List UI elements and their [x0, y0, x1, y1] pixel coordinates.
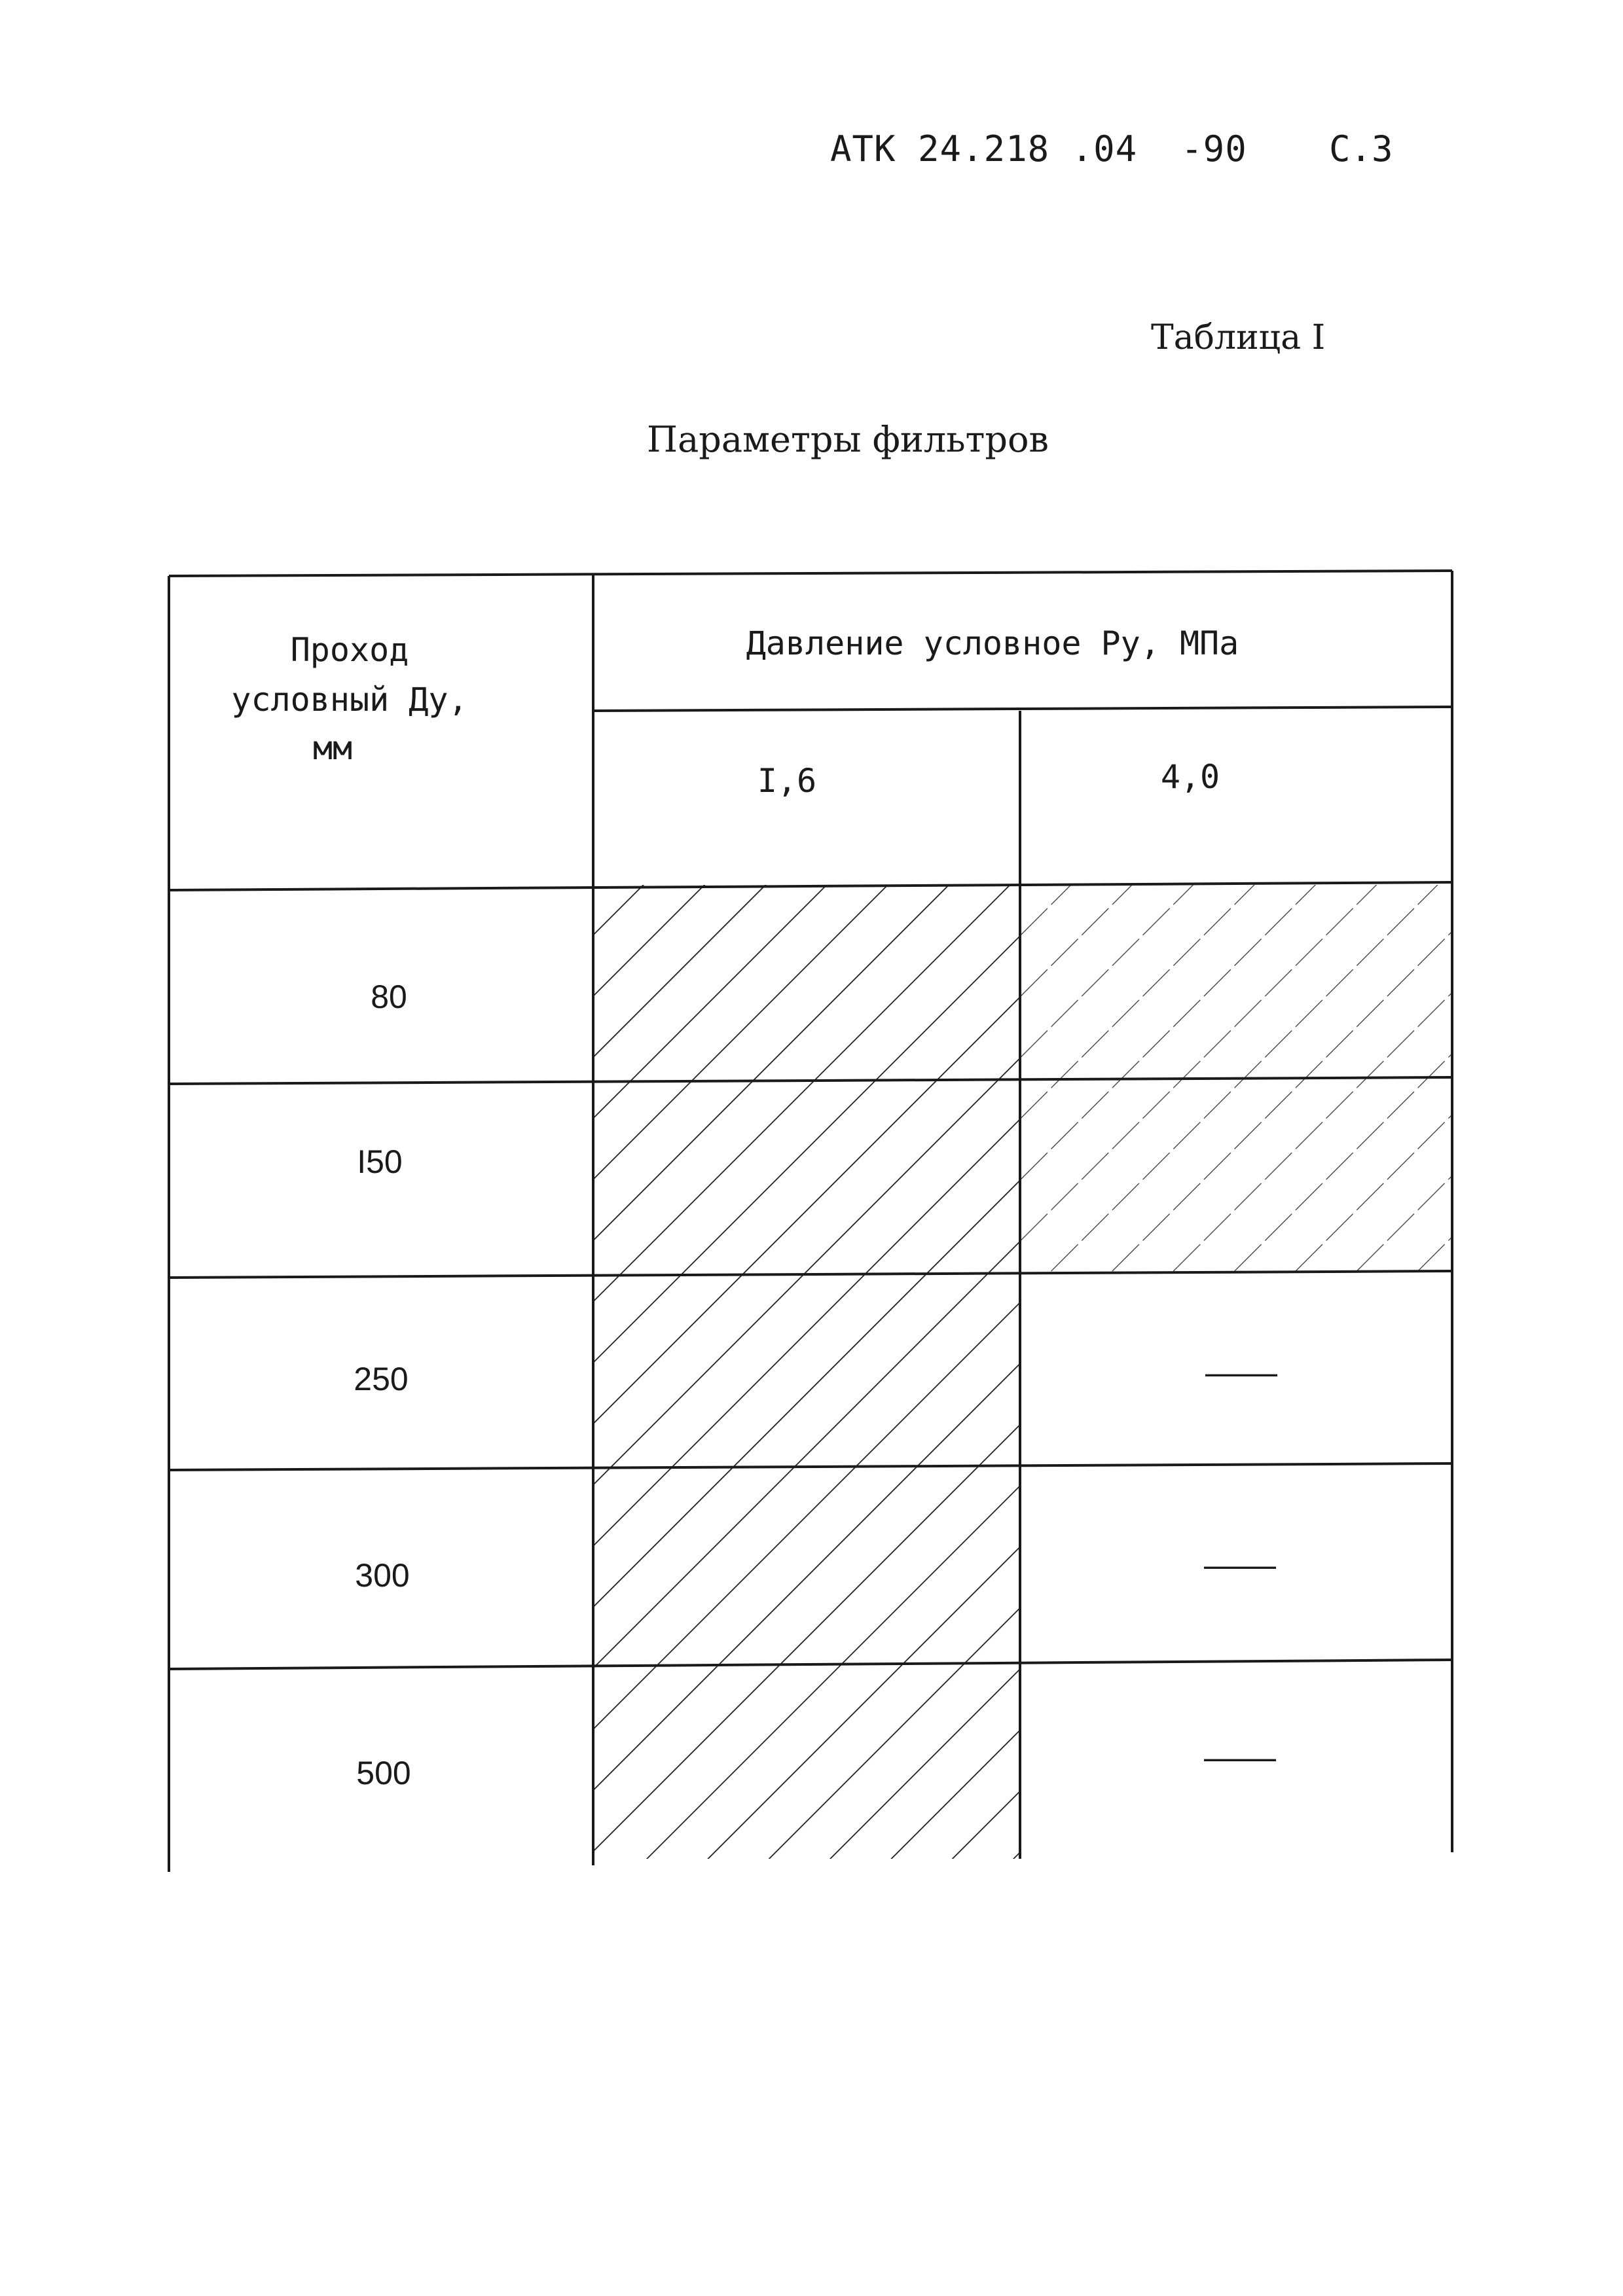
- hatch-cell-300-p16: [593, 1465, 1020, 1660]
- col1-header-line-1: Проход: [290, 631, 409, 669]
- col1-header-line-2: условный Ду,: [231, 681, 468, 719]
- hatch-cell-250-p16: [593, 1274, 1020, 1465]
- hatch-cell-80-p16: [593, 885, 1020, 1081]
- pressure-column-1-6: I,6: [757, 762, 817, 800]
- hatch-cell-500-p16: [593, 1660, 1020, 1859]
- hatch-fills: [593, 885, 1452, 1859]
- row-du-80: 80: [371, 978, 407, 1015]
- hatch-cell-80-p40: [1020, 885, 1452, 1081]
- table-label: Таблица I: [1151, 318, 1326, 357]
- page-number: С.3: [1329, 128, 1393, 170]
- col1-header-line-3: мм: [312, 729, 353, 767]
- document-code: АТК 24.218 .04 -90: [830, 128, 1247, 170]
- hatch-cell-150-p16: [593, 1081, 1020, 1274]
- row-du-500: 500: [356, 1755, 411, 1791]
- row-500-p40-dash: —: [1204, 1739, 1276, 1776]
- row-du-150: I50: [357, 1143, 403, 1180]
- table-title: Параметры фильтров: [647, 419, 1049, 460]
- hatch-cell-150-p40: [1020, 1081, 1452, 1274]
- row-du-300: 300: [355, 1557, 410, 1594]
- pressure-column-4-0: 4,0: [1160, 758, 1220, 796]
- row-300-p40-dash: —: [1204, 1547, 1276, 1584]
- pressure-header: Давление условное Ру, МПа: [746, 624, 1239, 662]
- row-du-250: 250: [354, 1361, 409, 1397]
- row-250-p40-dash: —: [1205, 1354, 1277, 1391]
